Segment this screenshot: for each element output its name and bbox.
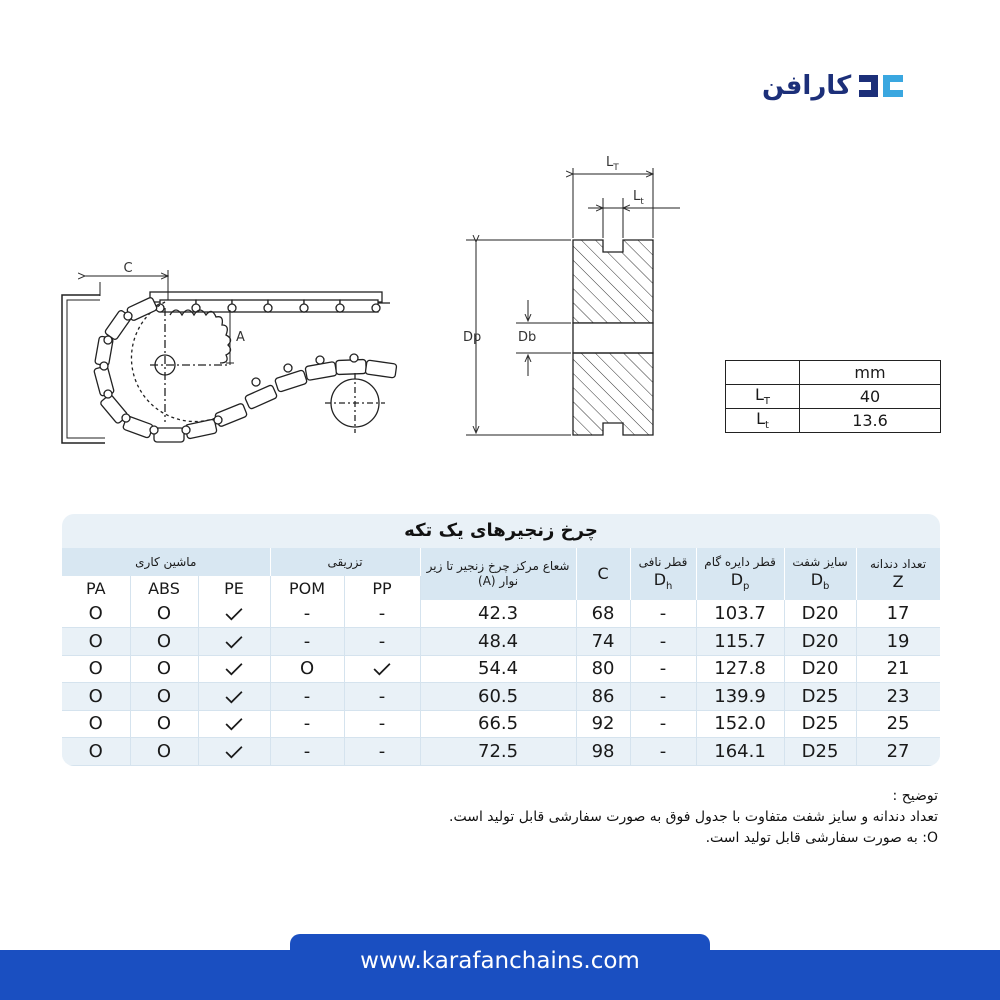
cell-pp: - xyxy=(344,683,420,711)
cell-dp: 127.8 xyxy=(696,655,784,683)
cell-a: 66.5 xyxy=(420,710,576,738)
cell-dp: 139.9 xyxy=(696,683,784,711)
cell-pom: O xyxy=(270,655,344,683)
cell-z: 19 xyxy=(856,628,940,656)
cell-pa: O xyxy=(62,628,130,656)
cell-pe xyxy=(198,738,270,766)
cell-a: 60.5 xyxy=(420,683,576,711)
col-pa-header: PA xyxy=(62,576,130,600)
cell-a: 48.4 xyxy=(420,628,576,656)
check-icon xyxy=(224,662,244,676)
return-roller-icon xyxy=(325,373,385,433)
dimension-table xyxy=(725,360,941,433)
cell-c: 86 xyxy=(576,683,630,711)
dimension-label-lsmall: $L_t$ xyxy=(726,409,800,433)
cell-db: D25 xyxy=(784,738,856,766)
check-icon xyxy=(224,635,244,649)
cell-dh: - xyxy=(630,683,696,711)
check-icon xyxy=(224,717,244,731)
cell-c: 80 xyxy=(576,655,630,683)
dim-label-lt: $L_T$ xyxy=(606,155,619,173)
table-row xyxy=(62,738,940,766)
sprocket-section-drawing xyxy=(466,168,680,435)
cell-pp: - xyxy=(344,600,420,628)
dim-label-lsmall: $L_t$ xyxy=(633,189,644,207)
dim-label-dp: Dp xyxy=(463,330,482,345)
table-row xyxy=(62,655,940,683)
group-injection-header: تزریقی xyxy=(270,548,420,576)
col-pitch-header: قطر دایره گام $D_p$ xyxy=(696,548,784,600)
cell-a: 42.3 xyxy=(420,600,576,628)
col-hub-header: قطر نافی $D_h$ xyxy=(630,548,696,600)
cell-pe xyxy=(198,655,270,683)
dim-label-db: Db xyxy=(518,330,537,345)
notes xyxy=(318,786,938,849)
col-pom-header: POM xyxy=(270,576,344,600)
dimension-label-lt: $L_T$ xyxy=(726,385,800,409)
col-c-header: C xyxy=(576,548,630,600)
col-shaft-header: سایز شفت $D_b$ xyxy=(784,548,856,600)
cell-db: D20 xyxy=(784,628,856,656)
cell-z: 27 xyxy=(856,738,940,766)
cell-db: D20 xyxy=(784,655,856,683)
cell-dp: 164.1 xyxy=(696,738,784,766)
brand-name: کارافن xyxy=(762,71,852,101)
cell-dh: - xyxy=(630,738,696,766)
cell-pom: - xyxy=(270,683,344,711)
cell-abs: O xyxy=(130,710,198,738)
table-row xyxy=(62,628,940,656)
cell-c: 74 xyxy=(576,628,630,656)
cell-pa: O xyxy=(62,683,130,711)
chain-conveyor-drawing xyxy=(62,270,397,443)
cell-z: 21 xyxy=(856,655,940,683)
cell-pp: - xyxy=(344,738,420,766)
spec-table xyxy=(62,548,940,766)
spec-table-card xyxy=(62,514,940,766)
col-teeth-header: تعداد دندانه Z xyxy=(856,548,940,600)
cell-dh: - xyxy=(630,710,696,738)
col-pp-header: PP xyxy=(344,576,420,600)
cell-c: 98 xyxy=(576,738,630,766)
cell-pom: - xyxy=(270,710,344,738)
footer-website-link[interactable]: www.karafanchains.com xyxy=(360,948,640,974)
check-icon xyxy=(224,745,244,759)
notes-line-1: تعداد دندانه و سایز شفت متفاوت با جدول فوق به صورت سفارشی قابل تولید است. xyxy=(449,809,938,825)
cell-z: 25 xyxy=(856,710,940,738)
table-row xyxy=(62,683,940,711)
check-icon xyxy=(372,662,392,676)
brand-logo xyxy=(762,66,932,106)
cell-abs: O xyxy=(130,600,198,628)
cell-a: 54.4 xyxy=(420,655,576,683)
cell-pe xyxy=(198,628,270,656)
cell-pa: O xyxy=(62,600,130,628)
dimension-table-unit: mm xyxy=(800,361,941,385)
cell-pp xyxy=(344,655,420,683)
col-abs-header: ABS xyxy=(130,576,198,600)
cell-dp: 152.0 xyxy=(696,710,784,738)
dim-label-a: A xyxy=(236,330,245,345)
cell-c: 92 xyxy=(576,710,630,738)
cell-pom: - xyxy=(270,738,344,766)
notes-heading: توضیح : xyxy=(892,788,938,804)
cell-pp: - xyxy=(344,710,420,738)
spec-table-title: چرخ زنجیرهای یک تکه xyxy=(404,520,598,541)
cell-pa: O xyxy=(62,738,130,766)
cell-pa: O xyxy=(62,655,130,683)
notes-line-2: O: به صورت سفارشی قابل تولید است. xyxy=(705,830,938,846)
group-machining-header: ماشین کاری xyxy=(62,548,270,576)
dimension-value-lt: 40 xyxy=(800,385,941,409)
cell-abs: O xyxy=(130,655,198,683)
cell-dp: 103.7 xyxy=(696,600,784,628)
cell-z: 17 xyxy=(856,600,940,628)
cell-dh: - xyxy=(630,600,696,628)
cell-dh: - xyxy=(630,655,696,683)
check-icon xyxy=(224,607,244,621)
cell-pp: - xyxy=(344,628,420,656)
cell-pe xyxy=(198,710,270,738)
cell-dp: 115.7 xyxy=(696,628,784,656)
check-icon xyxy=(224,690,244,704)
cell-pa: O xyxy=(62,710,130,738)
dim-label-c: C xyxy=(123,261,133,276)
cell-c: 68 xyxy=(576,600,630,628)
cell-db: D25 xyxy=(784,710,856,738)
dimension-table-corner xyxy=(726,361,800,385)
cell-a: 72.5 xyxy=(420,738,576,766)
cell-abs: O xyxy=(130,683,198,711)
cell-dh: - xyxy=(630,628,696,656)
cell-db: D20 xyxy=(784,600,856,628)
cell-abs: O xyxy=(130,738,198,766)
cell-pe xyxy=(198,683,270,711)
dimension-value-lsmall: 13.6 xyxy=(800,409,941,433)
cell-db: D25 xyxy=(784,683,856,711)
logo-mark-icon xyxy=(857,71,905,101)
col-pe-header: PE xyxy=(198,576,270,600)
table-row xyxy=(62,600,940,628)
cell-pom: - xyxy=(270,628,344,656)
sprocket-icon xyxy=(131,302,234,422)
cell-abs: O xyxy=(130,628,198,656)
table-row xyxy=(62,710,940,738)
col-radius-header: شعاع مرکز چرخ زنجیر تا زیر نوار (A) xyxy=(420,548,576,600)
cell-z: 23 xyxy=(856,683,940,711)
cell-pom: - xyxy=(270,600,344,628)
cell-pe xyxy=(198,600,270,628)
